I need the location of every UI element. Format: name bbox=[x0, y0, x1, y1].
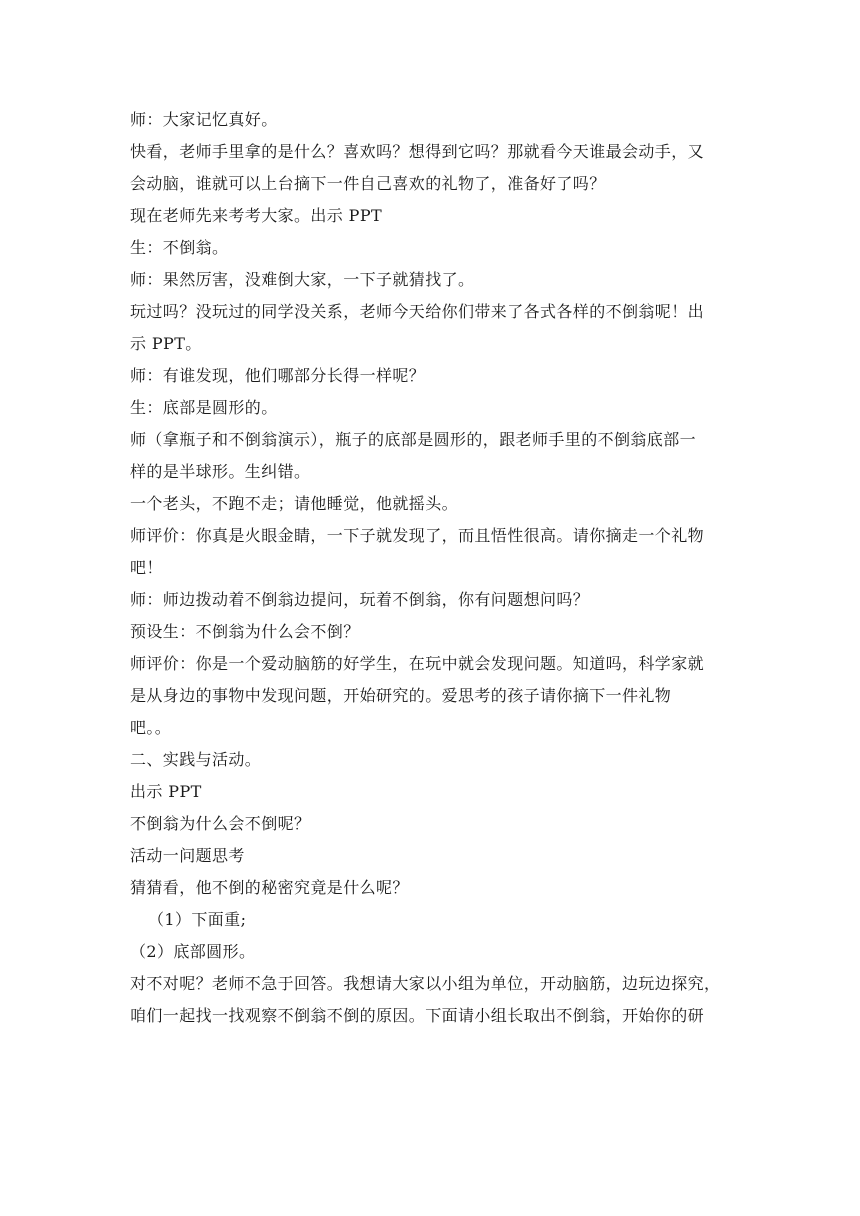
text-line: 样的是半球形。生纠错。 bbox=[130, 462, 311, 481]
text-line: 吧！ bbox=[130, 558, 163, 577]
text-line: 示 PPT。 bbox=[130, 334, 202, 353]
activity-title: 活动一问题思考 bbox=[130, 846, 245, 865]
text-line: 不倒翁为什么会不倒呢？ bbox=[130, 814, 311, 833]
text-line: 师：师边拨动着不倒翁边提问，玩着不倒翁，你有问题想问吗？ bbox=[130, 590, 590, 609]
list-item: （2）底部圆形。 bbox=[130, 942, 256, 961]
text-line: 猜猜看，他不倒的秘密究竟是什么呢？ bbox=[130, 878, 409, 897]
text-line: 师：有谁发现，他们哪部分长得一样呢？ bbox=[130, 366, 426, 385]
text-line: 师评价：你是一个爱动脑筋的好学生，在玩中就会发现问题。知道吗，科学家就 bbox=[130, 654, 705, 673]
text-line: 咱们一起找一找观察不倒翁不倒的原因。下面请小组长取出不倒翁，开始你的研 bbox=[130, 1006, 705, 1025]
text-line: 出示 PPT bbox=[130, 782, 202, 801]
text-line: 师：果然厉害，没难倒大家，一下子就猜找了。 bbox=[130, 270, 475, 289]
text-line: 玩过吗？没玩过的同学没关系，老师今天给你们带来了各式各样的不倒翁呢！出 bbox=[130, 302, 705, 321]
text-line: 对不对呢？老师不急于回答。我想请大家以小组为单位，开动脑筋，边玩边探究， bbox=[130, 974, 721, 993]
text-line: 快看，老师手里拿的是什么？喜欢吗？想得到它吗？那就看今天谁最会动手，又 bbox=[130, 142, 705, 161]
document-body bbox=[130, 104, 730, 1032]
text-line: 生：不倒翁。 bbox=[130, 238, 229, 257]
text-line: 生：底部是圆形的。 bbox=[130, 398, 278, 417]
text-line: 一个老头，不跑不走；请他睡觉，他就摇头。 bbox=[130, 494, 459, 513]
list-item: （1）下面重; bbox=[148, 910, 247, 929]
text-line: 现在老师先来考考大家。出示 PPT bbox=[130, 206, 383, 225]
text-line: 师评价：你真是火眼金睛，一下子就发现了，而且悟性很高。请你摘走一个礼物 bbox=[130, 526, 705, 545]
text-line: 吧。。 bbox=[130, 718, 172, 737]
text-line: 师：大家记忆真好。 bbox=[130, 110, 278, 129]
section-heading: 二、实践与活动。 bbox=[130, 750, 262, 769]
text-line: 预设生：不倒翁为什么会不倒？ bbox=[130, 622, 360, 641]
text-line: 是从身边的事物中发现问题，开始研究的。爱思考的孩子请你摘下一件礼物 bbox=[130, 686, 672, 705]
text-line: 会动脑，谁就可以上台摘下一件自己喜欢的礼物了，准备好了吗？ bbox=[130, 174, 606, 193]
text-line: 师（拿瓶子和不倒翁演示），瓶子的底部是圆形的，跟老师手里的不倒翁底部一 bbox=[130, 430, 697, 449]
